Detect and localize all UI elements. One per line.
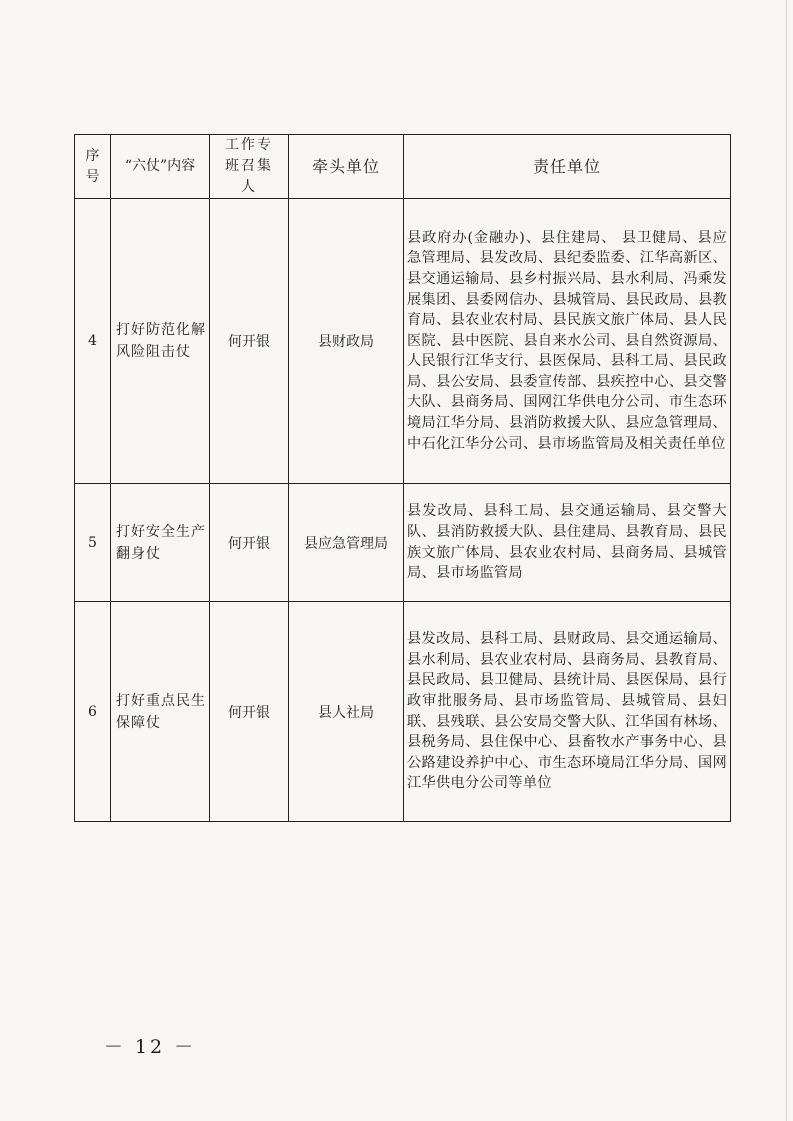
- header-content: “六仗”内容: [111, 135, 210, 199]
- row-responsible-units: 县发改局、县科工局、县交通运输局、县交警大队、县消防救援大队、县住建局、县教育局、县民族文旅广体局、县农业农村局、县商务局、县城管局、县市场监管局: [404, 484, 731, 602]
- row-convener: 何开银: [210, 484, 289, 602]
- row-number: 5: [75, 484, 111, 602]
- header-responsible: 责任单位: [404, 135, 731, 199]
- row-responsible-units: 县政府办(金融办)、县住建局、 县卫健局、县应急管理局、县发改局、县纪委监委、江华高新区、县交通运输局、县乡村振兴局、县水利局、冯乘发展集团、县委网信办、县城管局、县民政局、县教育局、县农业农村局、县民族文旅广体局、县人民医院、县中医院、县自来水公司、县自然资源局、人民银行江华支行、县医保局、县科工局、县民政局、县公安局、县委宣传部、县疾控中心、县交警大队、县商务局、国网江华供电分公司、市生态环境局江华分局、县消防救援大队、县应急管理局、中石化江华分公司、县市场监管局及相关责任单位: [404, 199, 731, 484]
- row-lead-unit: 县人社局: [289, 602, 404, 822]
- table-header-row: [75, 135, 731, 199]
- row-lead-unit: 县应急管理局: [289, 484, 404, 602]
- scan-edge-line: [786, 0, 787, 1121]
- table-row: [75, 602, 731, 822]
- header-lead: 牵头单位: [289, 135, 404, 199]
- table-row: [75, 484, 731, 602]
- header-convener: 工作专班召集人: [210, 135, 289, 199]
- row-lead-unit: 县财政局: [289, 199, 404, 484]
- table-row: [75, 199, 731, 484]
- row-content: 打好安全生产翻身仗: [111, 484, 210, 602]
- task-table: [74, 134, 731, 822]
- row-number: 4: [75, 199, 111, 484]
- row-content: 打好重点民生保障仗: [111, 602, 210, 822]
- row-content: 打好防范化解风险阻击仗: [111, 199, 210, 484]
- row-responsible-units: 县发改局、县科工局、县财政局、县交通运输局、县水利局、县农业农村局、县商务局、县教育局、县民政局、县卫健局、县统计局、县医保局、县行政审批服务局、县市场监管局、县城管局、县妇联、县残联、县公安局交警大队、江华国有林场、县税务局、县住保中心、县畜牧水产事务中心、县公路建设养护中心、市生态环境局江华分局、国网江华供电分公司等单位: [404, 602, 731, 822]
- page-number: － 12 －: [103, 1036, 197, 1058]
- header-no: 序号: [75, 135, 111, 199]
- row-convener: 何开银: [210, 602, 289, 822]
- row-convener: 何开银: [210, 199, 289, 484]
- row-number: 6: [75, 602, 111, 822]
